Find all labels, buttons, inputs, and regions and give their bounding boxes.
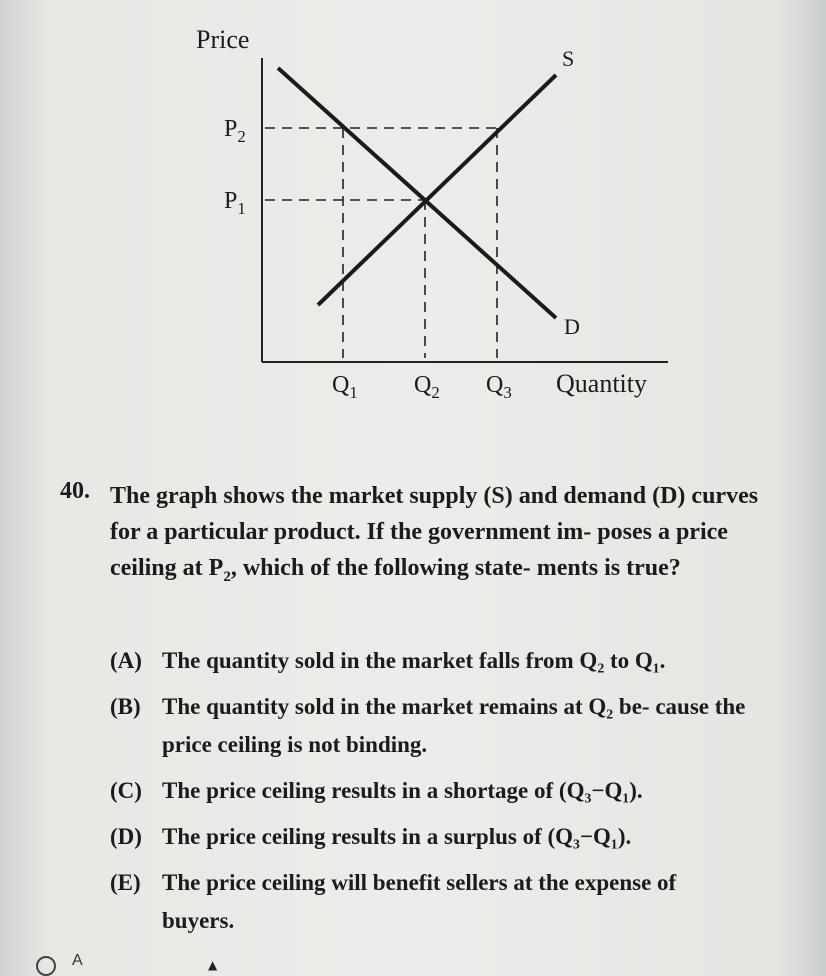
option-text: The quantity sold in the market falls from Q₂ to Q₁. — [162, 648, 666, 673]
answer-radio-label: A — [72, 952, 83, 969]
option-letter: (B) — [110, 694, 141, 719]
y-axis-label: Price — [196, 25, 250, 54]
supply-curve — [318, 75, 556, 305]
q3-label: $Q_3$ — [486, 372, 512, 402]
q2-label: $Q_2$ — [414, 372, 440, 402]
supply-label: S — [562, 46, 575, 71]
option-c[interactable] — [110, 772, 760, 810]
option-text: The quantity sold in the market remains at Q₂ be- cause the price ceiling is not binding. — [162, 694, 746, 757]
supply-demand-graph — [0, 0, 826, 440]
option-letter: (C) — [110, 778, 142, 803]
option-text: The price ceiling results in a surplus of (Q₃−Q₁). — [162, 824, 632, 849]
option-letter: (D) — [110, 824, 142, 849]
demand-label: D — [564, 314, 580, 339]
question-stem: The graph shows the market supply (S) and demand (D) curves for a particular product. If the government im- poses a price ceiling at $P_2$, which of the following state- ments is true? — [110, 483, 759, 585]
p2-label: $P_2$ — [224, 116, 246, 146]
q1-label: $Q_1$ — [332, 372, 358, 402]
option-e[interactable] — [110, 864, 760, 940]
option-d[interactable] — [110, 818, 760, 856]
option-a[interactable] — [110, 642, 760, 680]
stem-subscript: 2 — [223, 568, 231, 585]
option-text: The price ceiling will benefit sellers at the expense of buyers. — [162, 870, 677, 933]
answer-radio-button[interactable] — [36, 956, 56, 976]
demand-curve — [278, 68, 556, 318]
mouse-cursor-icon: ▲ — [208, 958, 218, 972]
p1-label: $P_1$ — [224, 188, 246, 218]
option-text: The price ceiling results in a shortage of (Q₃−Q₁). — [162, 778, 643, 803]
option-letter: (E) — [110, 870, 141, 895]
option-b[interactable] — [110, 688, 760, 764]
option-letter: (A) — [110, 648, 142, 673]
x-axis-label: Quantity — [556, 369, 647, 398]
question-number: 40. — [60, 478, 90, 504]
